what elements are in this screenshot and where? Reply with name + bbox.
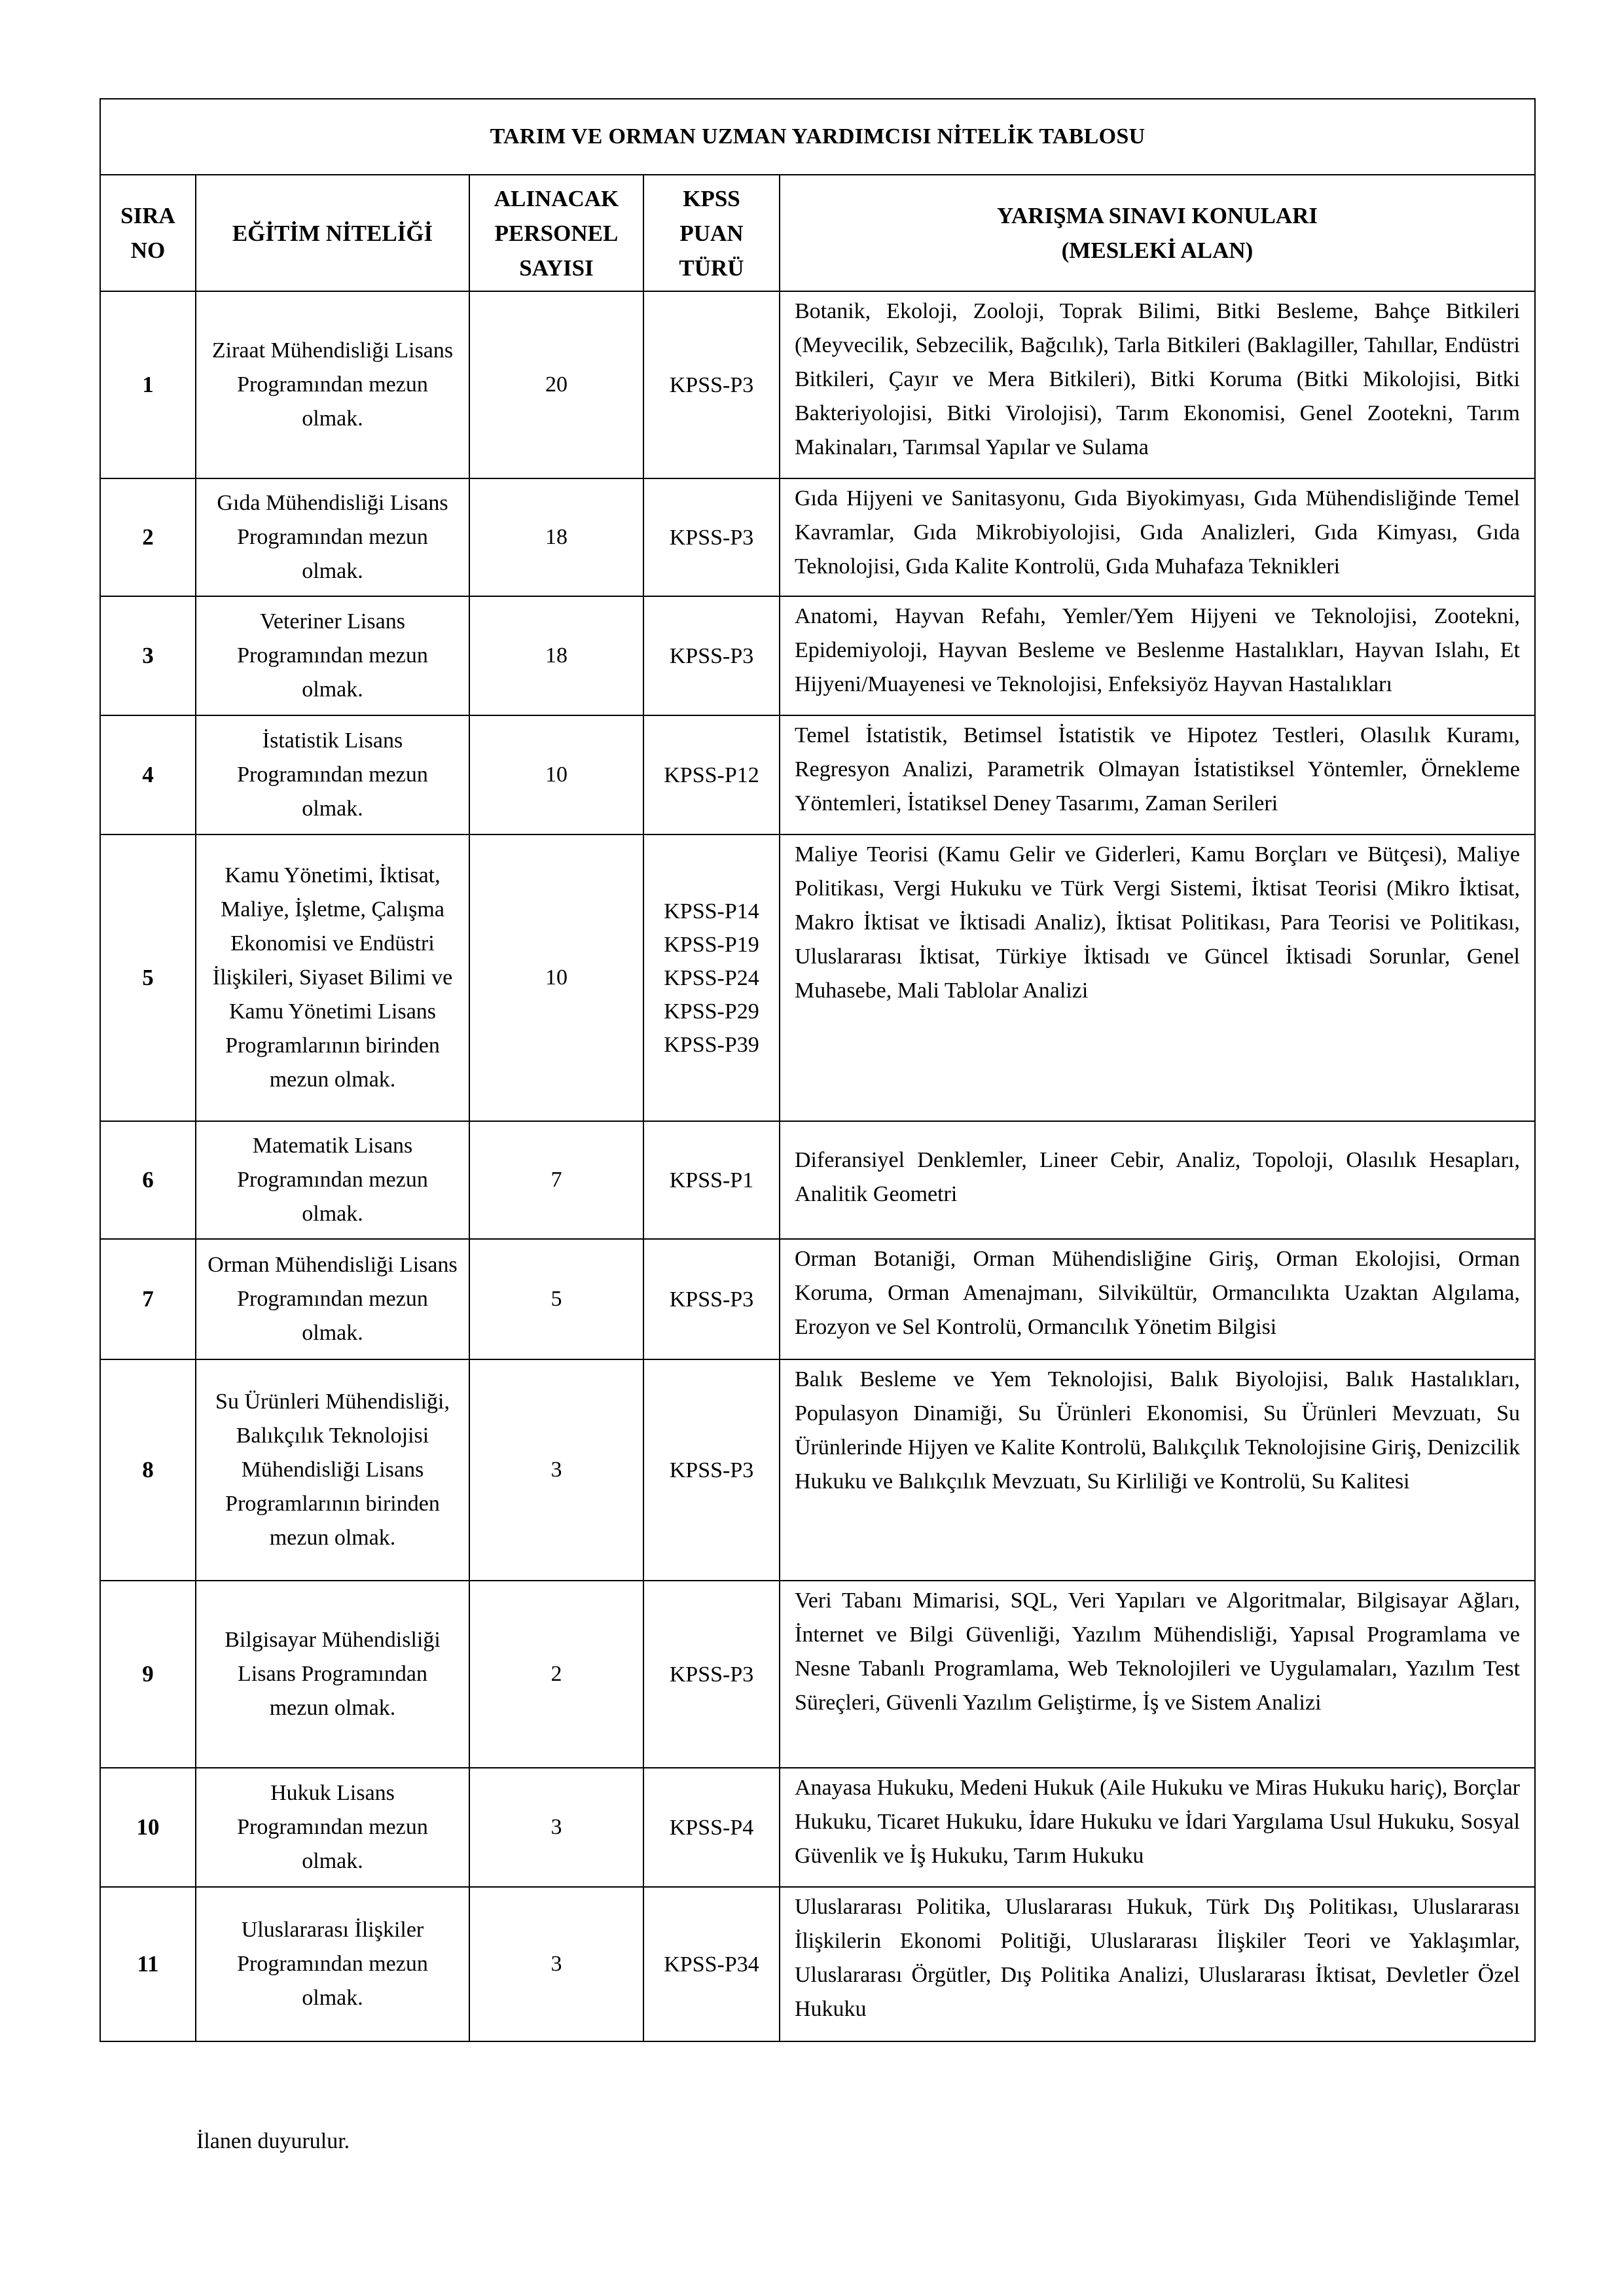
row-kpss-puan-turu — [643, 478, 780, 596]
row-personel-sayisi: 18 — [469, 478, 643, 596]
row-egitim-niteligi: Veteriner Lisans Programından mezun olmak. — [196, 596, 469, 715]
footer-note: İlanen duyurulur. — [196, 2129, 350, 2153]
kpss-puan-item: KPSS-P3 — [669, 643, 754, 668]
row-kpss-puan-turu — [643, 1121, 780, 1239]
row-personel-sayisi: 3 — [469, 1359, 643, 1581]
header-alinacak-personel — [469, 175, 643, 291]
row-sira-no: 2 — [100, 478, 196, 596]
header-sinav-konulari — [780, 175, 1535, 291]
row-personel-sayisi: 5 — [469, 1239, 643, 1359]
header-konular-line1: YARIŞMA SINAVI KONULARI — [996, 203, 1318, 228]
row-kpss-puan-turu — [643, 1768, 780, 1887]
header-kpss-line1: KPSS — [683, 185, 740, 211]
header-kpss-line2: PUAN — [679, 220, 744, 246]
row-egitim-niteligi: Orman Mühendisliği Lisans Programından mezun olmak. — [196, 1239, 469, 1359]
row-sinav-konulari: Uluslararası Politika, Uluslararası Hukuk, Türk Dış Politikası, Uluslararası İlişkilerin Ekonomi Politiği, Uluslararası İlişkiler Teori ve Yaklaşımlar, Uluslararası Örgütler, Dış Politika Analizi, Uluslararası İktisat, Devletler Özel Hukuku — [780, 1887, 1535, 2041]
kpss-puan-item: KPSS-P3 — [669, 372, 754, 397]
row-sira-no: 5 — [100, 834, 196, 1121]
row-personel-sayisi: 3 — [469, 1887, 643, 2041]
header-egitim-niteligi: EĞİTİM NİTELİĞİ — [196, 175, 469, 291]
row-personel-sayisi: 2 — [469, 1581, 643, 1768]
kpss-puan-item: KPSS-P14 — [664, 899, 759, 924]
table-row — [100, 1768, 1535, 1887]
kpss-puan-item: KPSS-P24 — [664, 965, 759, 990]
header-alinacak-line3: SAYISI — [519, 255, 594, 281]
row-egitim-niteligi: Bilgisayar Mühendisliği Lisans Programından mezun olmak. — [196, 1581, 469, 1768]
row-sinav-konulari: Diferansiyel Denklemler, Lineer Cebir, Analiz, Topoloji, Olasılık Hesapları, Analitik Geometri — [780, 1121, 1535, 1239]
row-sira-no: 7 — [100, 1239, 196, 1359]
row-sinav-konulari: Botanik, Ekoloji, Zooloji, Toprak Bilimi, Bitki Besleme, Bahçe Bitkileri (Meyvecilik, Sebzecilik, Bağcılık), Tarla Bitkileri (Baklagiller, Tahıllar, Endüstri Bitkileri, Çayır ve Mera Bitkileri), Bitki Koruma (Bitki Mikolojisi, Bitki Bakteriyolojisi, Bitki Virolojisi), Tarım Ekonomisi, Genel Zootekni, Tarım Makinaları, Tarımsal Yapılar ve Sulama — [780, 291, 1535, 478]
table-title: TARIM VE ORMAN UZMAN YARDIMCISI NİTELİK TABLOSU — [100, 99, 1535, 175]
kpss-puan-item: KPSS-P3 — [669, 1662, 754, 1687]
row-sinav-konulari: Veri Tabanı Mimarisi, SQL, Veri Yapıları ve Algoritmalar, Bilgisayar Ağları, İnternet ve Bilgi Güvenliği, Yazılım Mühendisliği, Yapısal Programlama ve Nesne Tabanlı Programlama, Web Teknolojileri ve Uygulamaları, Yazılım Test Süreçleri, Güvenli Yazılım Geliştirme, İş ve Sistem Analizi — [780, 1581, 1535, 1768]
row-sinav-konulari: Temel İstatistik, Betimsel İstatistik ve Hipotez Testleri, Olasılık Kuramı, Regresyon Analizi, Parametrik Olmayan İstatistiksel Yöntemler, Örnekleme Yöntemleri, İstatiksel Deney Tasarımı, Zaman Serileri — [780, 715, 1535, 834]
row-sinav-konulari: Anatomi, Hayvan Refahı, Yemler/Yem Hijyeni ve Teknolojisi, Zootekni, Epidemiyoloji, Hayvan Besleme ve Beslenme Hastalıkları, Hayvan Islahı, Et Hijyeni/Muayenesi ve Teknolojisi, Enfeksiyöz Hayvan Hastalıkları — [780, 596, 1535, 715]
row-personel-sayisi: 7 — [469, 1121, 643, 1239]
row-personel-sayisi: 18 — [469, 596, 643, 715]
row-sira-no: 9 — [100, 1581, 196, 1768]
table-header-row — [100, 175, 1535, 291]
row-sinav-konulari: Balık Besleme ve Yem Teknolojisi, Balık Biyolojisi, Balık Hastalıkları, Populasyon Dinamiği, Su Ürünleri Ekonomisi, Su Ürünleri Mevzuatı, Su Ürünlerinde Hijyen ve Kalite Kontrolü, Balıkçılık Teknolojisine Giriş, Denizcilik Hukuku ve Balıkçılık Mevzuatı, Su Kirliliği ve Kontrolü, Su Kalitesi — [780, 1359, 1535, 1581]
header-sira-line1: SIRA — [120, 203, 175, 228]
row-egitim-niteligi: İstatistik Lisans Programından mezun olmak. — [196, 715, 469, 834]
row-sinav-konulari: Gıda Hijyeni ve Sanitasyonu, Gıda Biyokimyası, Gıda Mühendisliğinde Temel Kavramlar, Gıda Mikrobiyolojisi, Gıda Analizleri, Gıda Kimyası, Gıda Teknolojisi, Gıda Kalite Kontrolü, Gıda Muhafaza Teknikleri — [780, 478, 1535, 596]
row-egitim-niteligi: Hukuk Lisans Programından mezun olmak. — [196, 1768, 469, 1887]
table-row — [100, 596, 1535, 715]
kpss-puan-item: KPSS-P19 — [664, 932, 759, 957]
row-personel-sayisi: 20 — [469, 291, 643, 478]
row-sira-no: 11 — [100, 1887, 196, 2041]
row-sira-no: 6 — [100, 1121, 196, 1239]
row-sira-no: 4 — [100, 715, 196, 834]
row-sira-no: 8 — [100, 1359, 196, 1581]
header-sira-line2: NO — [130, 238, 166, 263]
kpss-puan-item: KPSS-P39 — [664, 1032, 759, 1057]
kpss-puan-item: KPSS-P1 — [669, 1168, 754, 1193]
row-kpss-puan-turu — [643, 834, 780, 1121]
header-sira-no — [100, 175, 196, 291]
table-body — [100, 291, 1535, 2041]
row-kpss-puan-turu — [643, 1581, 780, 1768]
kpss-puan-item: KPSS-P29 — [664, 999, 759, 1024]
row-personel-sayisi: 3 — [469, 1768, 643, 1887]
kpss-puan-item: KPSS-P3 — [669, 1458, 754, 1482]
row-egitim-niteligi: Kamu Yönetimi, İktisat, Maliye, İşletme, Çalışma Ekonomisi ve Endüstri İlişkileri, Siyaset Bilimi ve Kamu Yönetimi Lisans Programlarının birinden mezun olmak. — [196, 834, 469, 1121]
table-row — [100, 1121, 1535, 1239]
kpss-puan-item: KPSS-P34 — [664, 1952, 759, 1977]
row-egitim-niteligi: Uluslararası İlişkiler Programından mezun olmak. — [196, 1887, 469, 2041]
table-row — [100, 478, 1535, 596]
table-row — [100, 1581, 1535, 1768]
row-personel-sayisi: 10 — [469, 715, 643, 834]
header-kpss-puan-turu — [643, 175, 780, 291]
row-kpss-puan-turu — [643, 1887, 780, 2041]
row-egitim-niteligi: Ziraat Mühendisliği Lisans Programından mezun olmak. — [196, 291, 469, 478]
row-egitim-niteligi: Gıda Mühendisliği Lisans Programından mezun olmak. — [196, 478, 469, 596]
row-kpss-puan-turu — [643, 596, 780, 715]
kpss-puan-item: KPSS-P3 — [669, 1287, 754, 1312]
row-kpss-puan-turu — [643, 1359, 780, 1581]
row-egitim-niteligi: Su Ürünleri Mühendisliği, Balıkçılık Teknolojisi Mühendisliği Lisans Programlarının birinden mezun olmak. — [196, 1359, 469, 1581]
header-kpss-line3: TÜRÜ — [679, 255, 744, 281]
row-kpss-puan-turu — [643, 1239, 780, 1359]
kpss-puan-item: KPSS-P3 — [669, 525, 754, 550]
table-row — [100, 1239, 1535, 1359]
row-kpss-puan-turu — [643, 715, 780, 834]
row-sira-no: 3 — [100, 596, 196, 715]
header-konular-line2: (MESLEKİ ALAN) — [1061, 238, 1254, 263]
row-sira-no: 10 — [100, 1768, 196, 1887]
table-title-row — [100, 99, 1535, 175]
table-row — [100, 834, 1535, 1121]
table-row — [100, 1887, 1535, 2041]
kpss-puan-item: KPSS-P4 — [669, 1815, 754, 1840]
row-sinav-konulari: Maliye Teorisi (Kamu Gelir ve Giderleri, Kamu Borçları ve Bütçesi), Maliye Politikası, Vergi Hukuku ve Türk Vergi Sistemi, İktisat Teorisi (Mikro İktisat, Makro İktisat ve İktisadi Analiz), İktisat Politikası, Para Teorisi ve Politikası, Uluslararası İktisat, Türkiye İktisadı ve Güncel İktisadi Sorunlar, Genel Muhasebe, Mali Tablolar Analizi — [780, 834, 1535, 1121]
nitelik-table — [99, 98, 1536, 2042]
row-sinav-konulari: Anayasa Hukuku, Medeni Hukuk (Aile Hukuku ve Miras Hukuku hariç), Borçlar Hukuku, Ticaret Hukuku, İdare Hukuku ve İdari Yargılama Usul Hukuku, Sosyal Güvenlik ve İş Hukuku, Tarım Hukuku — [780, 1768, 1535, 1887]
table-row — [100, 291, 1535, 478]
row-sinav-konulari: Orman Botaniği, Orman Mühendisliğine Giriş, Orman Ekolojisi, Orman Koruma, Orman Amenajmanı, Silvikültür, Ormancılıkta Uzaktan Algılama, Erozyon ve Sel Kontrolü, Ormancılık Yönetim Bilgisi — [780, 1239, 1535, 1359]
row-egitim-niteligi: Matematik Lisans Programından mezun olmak. — [196, 1121, 469, 1239]
row-personel-sayisi: 10 — [469, 834, 643, 1121]
row-kpss-puan-turu — [643, 291, 780, 478]
header-alinacak-line2: PERSONEL — [494, 220, 619, 246]
table-row — [100, 1359, 1535, 1581]
table-row — [100, 715, 1535, 834]
kpss-puan-item: KPSS-P12 — [664, 762, 759, 787]
row-sira-no: 1 — [100, 291, 196, 478]
header-alinacak-line1: ALINACAK — [494, 185, 619, 211]
